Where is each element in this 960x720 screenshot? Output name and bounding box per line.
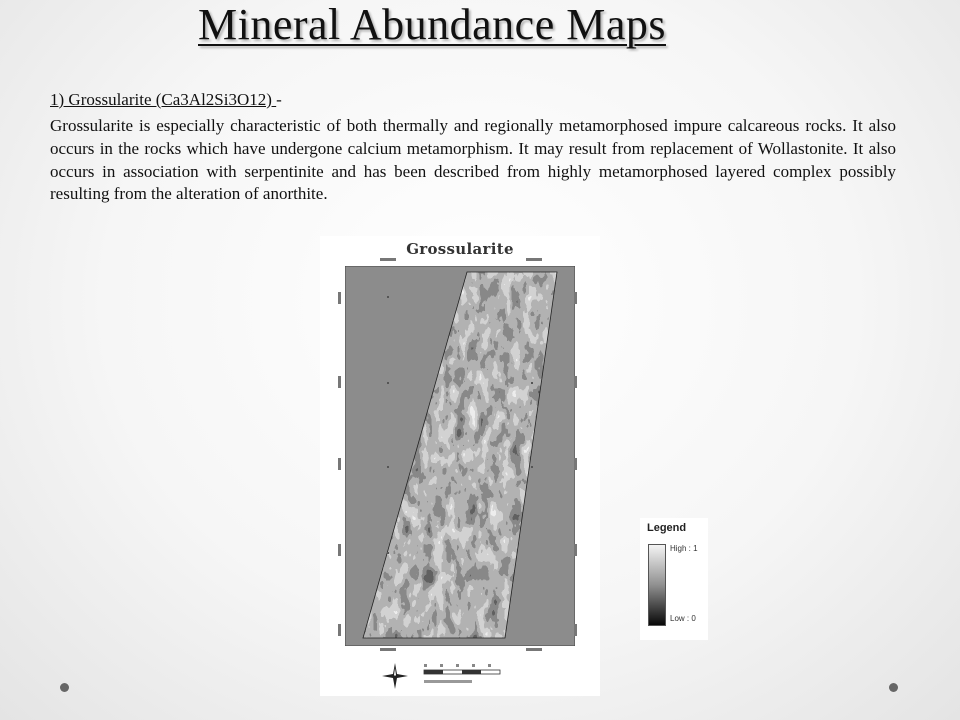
- mineral-subheading: [50, 89, 282, 111]
- legend-title: Legend: [647, 522, 687, 534]
- right-decoration-dot: [889, 683, 898, 692]
- scale-bar: [420, 662, 510, 690]
- description-paragraph: Grossularite is especially characteristic of both thermally and regionally metamorphosed impure calcareous rocks. It also occurs in the rocks which have undergone calcium metamorphism. It may result from replacement of Wollastonite. It also occurs in association with serpentinite and has been described from highly metamorphosed layered complex possibly resulting from the alteration of anorthite.: [50, 116, 896, 204]
- map-frame-annotations: [330, 252, 586, 692]
- legend-color-ramp: [648, 544, 666, 626]
- slide-title: Mineral Abundance Maps: [198, 0, 666, 49]
- legend-low-label: Low : 0: [670, 614, 696, 623]
- legend-high-label: High : 1: [670, 544, 698, 553]
- north-arrow-icon: [380, 662, 410, 690]
- map-legend: [640, 518, 708, 640]
- subheading-dash: -: [276, 90, 282, 109]
- left-decoration-dot: [60, 683, 69, 692]
- mineral-name-formula: 1) Grossularite (Ca3Al2Si3O12): [50, 90, 277, 109]
- map-title: Grossularite: [406, 240, 514, 258]
